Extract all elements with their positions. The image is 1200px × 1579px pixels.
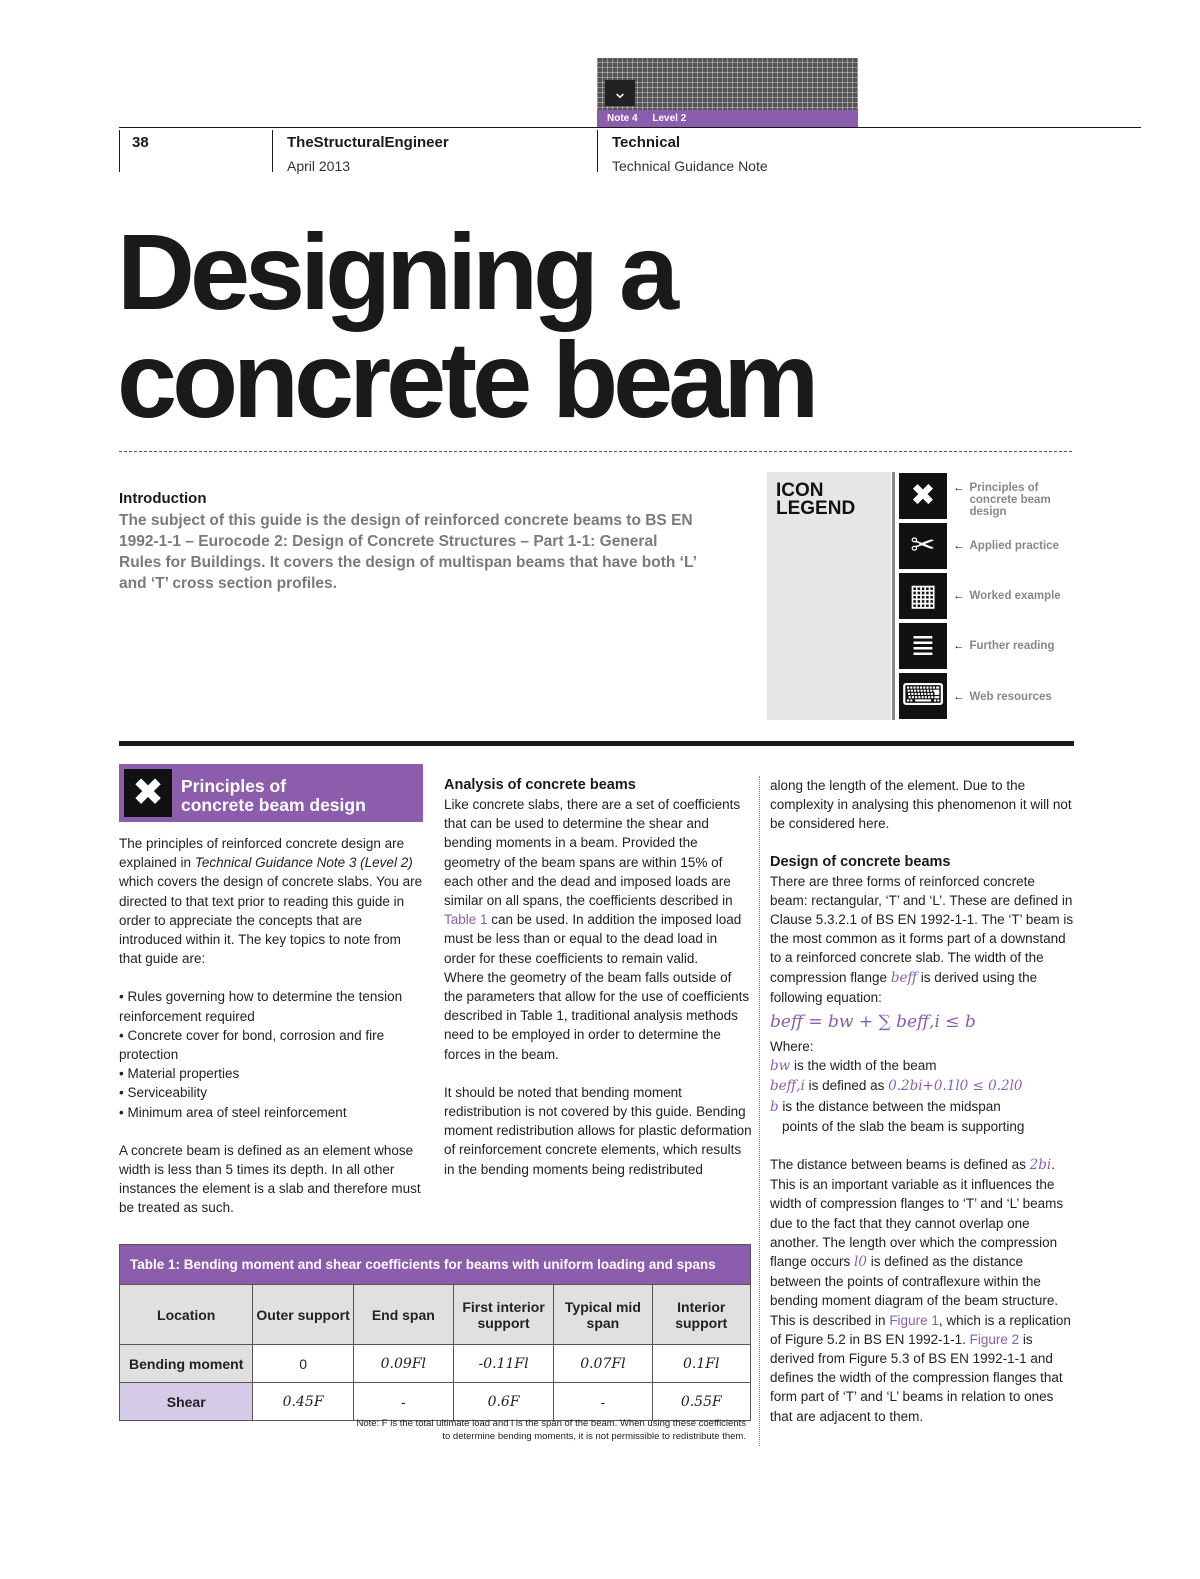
table-note-line-2: to determine bending moments, it is not permissible to redistribute them.: [442, 1430, 746, 1442]
principles-banner: [119, 764, 423, 822]
note-level-strip: [597, 110, 858, 128]
header-divider: [597, 130, 598, 172]
table-cell: 0.1Fl: [652, 1345, 750, 1383]
bullet-list: [119, 987, 427, 1121]
list-item: • Concrete cover for bond, corrosion and fire protection: [119, 1027, 385, 1063]
table-header-row: [120, 1285, 751, 1345]
legend-label: Further reading: [969, 640, 1055, 652]
table-row: [120, 1345, 751, 1383]
arrow-left-icon: ←: [953, 590, 965, 602]
table-row-header: Bending moment: [120, 1345, 253, 1383]
text-run: is defined as: [804, 1078, 889, 1094]
legend-item-reading: [953, 640, 1054, 652]
b-symbol: b: [770, 1098, 779, 1115]
design-paragraph-0: along the length of the element. Due to the complexity in analysing this phenomenon it will not be considered here.: [770, 778, 1072, 832]
text-run: . This is an important variable as it influences the width of compression flanges to ‘T’ and ‘L’ beams due to the fact that they cannot overlap one another. The length over which the compression flange occurs: [770, 1157, 1064, 1270]
analysis-paragraph-1: [444, 795, 752, 968]
list-item-text: Rules governing how to determine the tension reinforcement required: [119, 989, 403, 1024]
table-cell: -: [353, 1383, 453, 1421]
text-run: Like concrete slabs, there are a set of coefficients that can be used to determine the shear and bending moments in a beam. Provided the geometry of the beam spans are within 15% of each other and the dead and imposed loads are similar on all spans, the coefficients described in: [444, 797, 741, 909]
legend-title-line-2: LEGEND: [776, 498, 856, 519]
table-caption: Table 1: Bending moment and shear coefficients for beams with uniform loading and spans: [120, 1245, 751, 1285]
list-item-text: Material properties: [127, 1066, 240, 1082]
table-cell: 0.55F: [652, 1383, 750, 1421]
table-header-cell: Location: [120, 1285, 253, 1345]
arrow-left-icon: ←: [953, 640, 965, 652]
text-run: is defined as the distance between the points of contraflexure within the bending moment diagram of the beam structure. This is described in: [770, 1254, 1059, 1328]
text-run: is the distance between the midspan: [778, 1098, 1001, 1114]
l0-symbol: l0: [854, 1254, 867, 1271]
legend-label: Worked example: [969, 590, 1061, 602]
header-divider: [119, 130, 120, 172]
list-item-text: Minimum area of steel reinforcement: [127, 1104, 347, 1120]
legend-label: Web resources: [969, 691, 1052, 703]
text-run: The distance between beams is defined as: [770, 1157, 1030, 1173]
analysis-heading: Analysis of concrete beams: [444, 777, 636, 793]
design-heading: Design of concrete beams: [770, 853, 951, 870]
coefficients-table: [119, 1244, 751, 1421]
flange-width-equation: beff = bw + ∑ beff,i ≤ b: [770, 1012, 976, 1033]
table-cell: 0.6F: [453, 1383, 553, 1421]
text-run: is derived from Figure 5.3 of BS EN 1992-1-1 and defines the width of the compression flanges that form part of ‘T’ and ‘L’ beams in relation to ones that are adjacent to them.: [770, 1331, 1063, 1424]
legend-item-applied: [953, 540, 1059, 552]
arrow-left-icon: ←: [953, 691, 965, 703]
principles-paragraph-1: [119, 834, 427, 968]
figure-1-link[interactable]: Figure 1: [889, 1312, 939, 1328]
note-level-tab: [597, 58, 858, 128]
title-divider: [119, 451, 1072, 452]
analysis-section: [444, 776, 752, 1179]
definition-beffi: [770, 1076, 1076, 1096]
level-label: Level 2: [652, 113, 687, 124]
legend-title-line-1: ICON: [776, 480, 824, 501]
table-row-header: Shear: [120, 1383, 253, 1421]
intro-heading: Introduction: [119, 490, 207, 507]
computer-icon: ⌨: [899, 673, 947, 719]
list-item: • Serviceability: [119, 1085, 208, 1101]
table-cell: 0.09Fl: [353, 1345, 453, 1383]
design-paragraph-1: [770, 872, 1076, 1007]
table-header-cell: Typical mid span: [554, 1285, 652, 1345]
table-cell: -0.11Fl: [453, 1345, 553, 1383]
text-run: which covers the design of concrete slabs. You are directed to that text prior to reading this guide in order to appreciate the concepts that are introduced within it. The key topics to note from that guide are:: [119, 874, 423, 967]
principles-title-line-2: concrete beam design: [181, 795, 366, 815]
principles-icon: ✖: [899, 473, 947, 519]
design-section: [770, 776, 1076, 1426]
table-row: [120, 1383, 751, 1421]
text-run: is the width of the beam: [790, 1058, 937, 1074]
analysis-paragraph-2: Where the geometry of the beam falls outside of the parameters that allow for the use of coefficients described in Table 1, traditional analysis methods need to be employed in order to determine the forces in the beam.: [444, 969, 750, 1062]
text-run: The principles of reinforced concrete design are explained in: [119, 836, 405, 871]
tools-icon: ✂: [899, 523, 947, 569]
legend-label: Applied practice: [969, 540, 1059, 552]
table-note: [300, 1418, 746, 1443]
definition-bw: [770, 1056, 1076, 1076]
list-item: • Material properties: [119, 1066, 240, 1082]
issue-date: April 2013: [287, 158, 351, 174]
principles-body: [119, 834, 427, 1218]
section-name: Technical: [612, 134, 681, 151]
header-divider: [272, 130, 273, 172]
design-body: [770, 872, 1076, 1426]
list-item: • Minimum area of steel reinforcement: [119, 1104, 347, 1120]
definition-b: [770, 1097, 1076, 1136]
beffi-expression: 0.2bi+0.1l0 ≤ 0.2l0: [888, 1078, 1023, 1095]
text-run: points of the slab the beam is supporting: [782, 1118, 1025, 1134]
intro-text: The subject of this guide is the design of reinforced concrete beams to BS EN 1992-1-1 – Eurocode 2: Design of Concrete Structures – Part 1-1: General Rules for Buildings. It covers the design of multispan beams that have both ‘L’ and ‘T’ cross section profiles.: [119, 512, 697, 592]
title-line-1: Designing a: [117, 211, 675, 332]
design-paragraph-2: [770, 1155, 1076, 1426]
list-item: • Rules governing how to determine the tension reinforcement required: [119, 989, 403, 1024]
table-header-cell: End span: [353, 1285, 453, 1345]
page-title: [117, 211, 1117, 440]
icon-legend: [767, 472, 891, 720]
text-run: is derived using the following equation:: [770, 969, 1038, 1005]
table-cell: 0: [253, 1345, 353, 1383]
table-cell: 0.07Fl: [554, 1345, 652, 1383]
title-line-2: concrete beam: [117, 319, 815, 440]
note-label: Note 4: [607, 113, 638, 124]
figure-2-link[interactable]: Figure 2: [969, 1331, 1020, 1347]
analysis-paragraph-3: It should be noted that bending moment redistribution is not covered by this guide. Bending moment redistribution allows for plastic deformation of reinforcement concrete elements, which results in the bending moments being redistributed: [444, 1084, 752, 1177]
table-header-cell: First interior support: [453, 1285, 553, 1345]
arrow-left-icon: ←: [953, 482, 965, 494]
beff-symbol: beff: [890, 969, 918, 986]
legend-item-web: [953, 691, 1052, 703]
legend-label: Principles of concrete beam design: [969, 482, 1051, 518]
list-item-text: Serviceability: [127, 1085, 208, 1101]
where-label: Where:: [770, 1039, 814, 1055]
tgn3-reference: Technical Guidance Note 3 (Level 2): [194, 855, 413, 871]
list-item-text: Concrete cover for bond, corrosion and fire protection: [119, 1027, 385, 1063]
arrow-left-icon: ←: [953, 540, 965, 552]
table-1-link[interactable]: Table 1: [444, 912, 488, 928]
principles-title: [181, 777, 366, 815]
magazine-name: TheStructuralEngineer: [287, 134, 449, 151]
table-note-line-1: Note: F is the total ultimate load and l is the span of the beam. When using these coefficients: [356, 1418, 746, 1429]
beffi-symbol: beff,i: [770, 1078, 805, 1095]
header-rule: [119, 127, 1141, 128]
subsection-name: Technical Guidance Note: [612, 158, 768, 174]
principles-paragraph-2: A concrete beam is defined as an element whose width is less than 5 times its depth. In all other instances the element is a slab and therefore must be treated as such.: [119, 1142, 421, 1216]
legend-item-worked: [953, 590, 1061, 602]
table-cell: 0.45F: [253, 1383, 353, 1421]
page-number: 38: [132, 134, 149, 151]
analysis-body: [444, 795, 752, 1179]
table-header-cell: Outer support: [253, 1285, 353, 1345]
bw-symbol: bw: [770, 1058, 791, 1075]
books-icon: ≣: [899, 623, 947, 669]
table-header-cell: Interior support: [652, 1285, 750, 1345]
2bi-symbol: 2bi: [1029, 1157, 1052, 1174]
text-run: can be used. In addition the imposed load must be less than or equal to the dead load in order for these coefficients to remain valid.: [444, 912, 742, 966]
legend-separator: [892, 472, 895, 720]
principles-title-line-1: Principles of: [181, 776, 287, 796]
table-cell: -: [554, 1383, 652, 1421]
column-separator: [759, 776, 761, 1446]
worked-example-icon: ▦: [899, 573, 947, 619]
section-divider: [119, 741, 1074, 746]
principles-icon: ✖: [124, 769, 172, 817]
tab-pattern: [597, 58, 858, 110]
legend-title: [776, 482, 855, 518]
text-run: There are three forms of reinforced concrete beam: rectangular, ‘T’ and ‘L’. These are defined in Clause 5.3.2.1 of BS EN 1992-1-1. The ‘T’ beam is the most common as it forms part of a downstand to a reinforced concrete slab. The width of the compression flange: [770, 873, 1074, 985]
text-run: , which is a replication of Figure 5.2 in BS EN 1992-1-1.: [770, 1312, 1071, 1347]
legend-item-principles: [953, 482, 1070, 518]
chevron-down-icon: ⌄: [605, 80, 635, 106]
